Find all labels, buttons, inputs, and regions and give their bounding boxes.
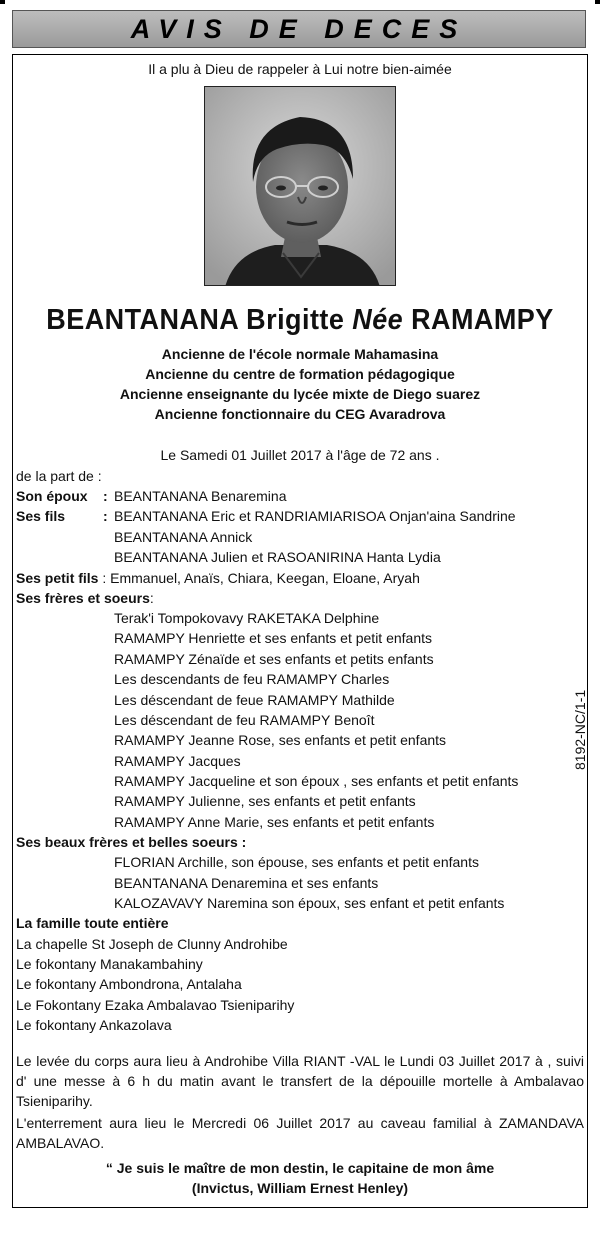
son-line: BEANTANANA Annick (114, 529, 253, 545)
spouse-colon: : (103, 488, 108, 504)
role-line: Ancienne enseignante du lycée mixte de Diego suarez (119, 386, 481, 402)
inlaws-label: Ses beaux frères et belles soeurs : (16, 834, 247, 850)
sibling-line: RAMAMPY Jacques (114, 753, 241, 769)
sibling-line: RAMAMPY Jacqueline et son époux , ses enfants et petit enfants (114, 773, 519, 789)
son-line: BEANTANANA Julien et RASOANIRINA Hanta Lydia (114, 549, 441, 565)
role-line: Ancienne de l'école normale Mahamasina (161, 346, 439, 362)
top-rule (0, 0, 600, 4)
sibling-line: Terak'i Tompokovavy RAKETAKA Delphine (114, 610, 380, 626)
sons-label: Ses fils (16, 508, 66, 524)
portrait-photo (204, 86, 396, 286)
sibling-line: RAMAMPY Henriette et ses enfants et petit enfants (114, 630, 433, 646)
date-line: Le Samedi 01 Juillet 2017 à l'âge de 72 ans . (160, 447, 440, 463)
spouse-name: BEANTANANA Benaremina (114, 488, 287, 504)
family-line: Le fokontany Ambondrona, Antalaha (16, 976, 242, 992)
family-line: Le fokontany Ankazolava (16, 1017, 172, 1033)
role-line: Ancienne fonctionnaire du CEG Avaradrova (154, 406, 446, 422)
inlaw-line: FLORIAN Archille, son épouse, ses enfants et petit enfants (114, 854, 479, 870)
family-line: Le fokontany Manakambahiny (16, 956, 203, 972)
son-line: BEANTANANA Eric et RANDRIAMIARISOA Onjan'aina Sandrine (114, 508, 516, 524)
inlaw-line: KALOZAVAVY Naremina son époux, ses enfant et petit enfants (114, 895, 505, 911)
family-line: Le Fokontany Ezaka Ambalavao Tsieniparihy (16, 997, 295, 1013)
inlaw-line: BEANTANANA Denaremina et ses enfants (114, 875, 379, 891)
siblings-label: Ses frères et soeurs: (16, 590, 154, 606)
spouse-label: Son époux (16, 488, 88, 504)
sibling-line: Les descendants de feu RAMAMPY Charles (114, 671, 390, 687)
from-line: de la part de : (16, 468, 102, 484)
deceased-name: BEANTANANA Brigitte Née RAMAMPY (46, 304, 554, 336)
grandchildren-line: Ses petit fils : Emmanuel, Anaïs, Chiara, Keegan, Eloane, Aryah (16, 570, 420, 586)
reference-code: 8192-NC/1-1 (572, 689, 588, 770)
notice-title: AVIS DE DECES (130, 13, 468, 44)
role-line: Ancienne du centre de formation pédagogique (145, 366, 455, 382)
notice-header (12, 10, 586, 48)
ceremony-paragraph: Le levée du corps aura lieu à Androhibe Villa RIANT -VAL le Lundi 03 Juillet 2017 à , suivi d' une messe à 6 h du matin avant le transfert de la dépouille mortelle à Ambalavao Tsieniparihy. (16, 1053, 584, 1109)
sibling-line: Les déscendant de feu RAMAMPY Benoît (114, 712, 375, 728)
family-line: La chapelle St Joseph de Clunny Androhibe (16, 936, 288, 952)
closing-quote: “ Je suis le maître de mon destin, le capitaine de mon âme (105, 1160, 495, 1176)
sibling-line: RAMAMPY Anne Marie, ses enfants et petit enfants (114, 814, 435, 830)
sibling-line: Les déscendant de feue RAMAMPY Mathilde (114, 692, 395, 708)
sibling-line: RAMAMPY Zénaïde et ses enfants et petits enfants (114, 651, 434, 667)
quote-source: (Invictus, William Ernest Henley) (191, 1180, 409, 1196)
burial-paragraph: L'enterrement aura lieu le Mercredi 06 Juillet 2017 au caveau familial à ZAMANDAVA AMBALAVAO. (16, 1115, 584, 1151)
sibling-line: RAMAMPY Jeanne Rose, ses enfants et petit enfants (114, 732, 447, 748)
sons-colon: : (103, 508, 108, 524)
family-label: La famille toute entière (16, 915, 169, 931)
sibling-line: RAMAMPY Julienne, ses enfants et petit enfants (114, 793, 416, 809)
intro-text: Il a plu à Dieu de rappeler à Lui notre bien-aimée (148, 61, 452, 77)
